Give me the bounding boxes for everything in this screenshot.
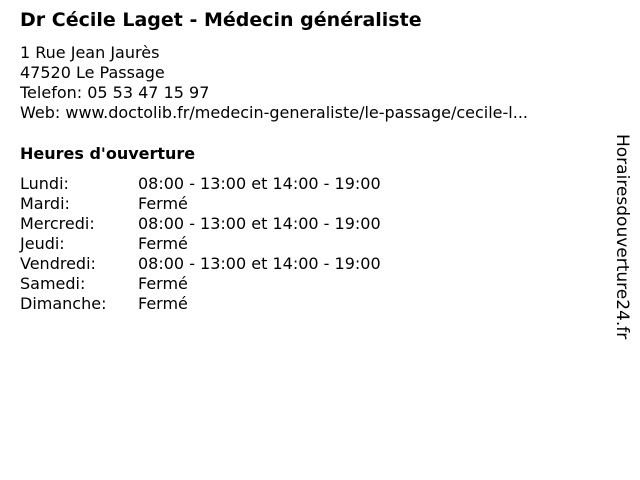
hours-value: 08:00 - 13:00 et 14:00 - 19:00 bbox=[138, 174, 381, 193]
day-label: Dimanche: bbox=[20, 294, 107, 313]
hours-value: Fermé bbox=[138, 234, 188, 253]
day-label: Samedi: bbox=[20, 274, 86, 293]
hours-value: Fermé bbox=[138, 294, 188, 313]
contact-info bbox=[20, 43, 528, 123]
site-watermark: Horairesdouverture24.fr bbox=[612, 134, 632, 340]
hours-value: Fermé bbox=[138, 274, 188, 293]
page-title: Dr Cécile Laget - Médecin généraliste bbox=[20, 9, 422, 31]
day-label: Mercredi: bbox=[20, 214, 95, 233]
day-label: Mardi: bbox=[20, 194, 70, 213]
phone-number: Telefon: 05 53 47 15 97 bbox=[20, 83, 210, 102]
website-link: Web: www.doctolib.fr/medecin-generaliste/le-passage/cecile-l... bbox=[20, 103, 528, 122]
address-street: 1 Rue Jean Jaurès bbox=[20, 43, 160, 62]
opening-hours-heading: Heures d'ouverture bbox=[20, 144, 196, 163]
address-city: 47520 Le Passage bbox=[20, 63, 165, 82]
day-label: Vendredi: bbox=[20, 254, 96, 273]
hours-value: 08:00 - 13:00 et 14:00 - 19:00 bbox=[138, 214, 381, 233]
hours-value: 08:00 - 13:00 et 14:00 - 19:00 bbox=[138, 254, 381, 273]
hours-value: Fermé bbox=[138, 194, 188, 213]
day-label: Lundi: bbox=[20, 174, 69, 193]
day-label: Jeudi: bbox=[20, 234, 65, 253]
